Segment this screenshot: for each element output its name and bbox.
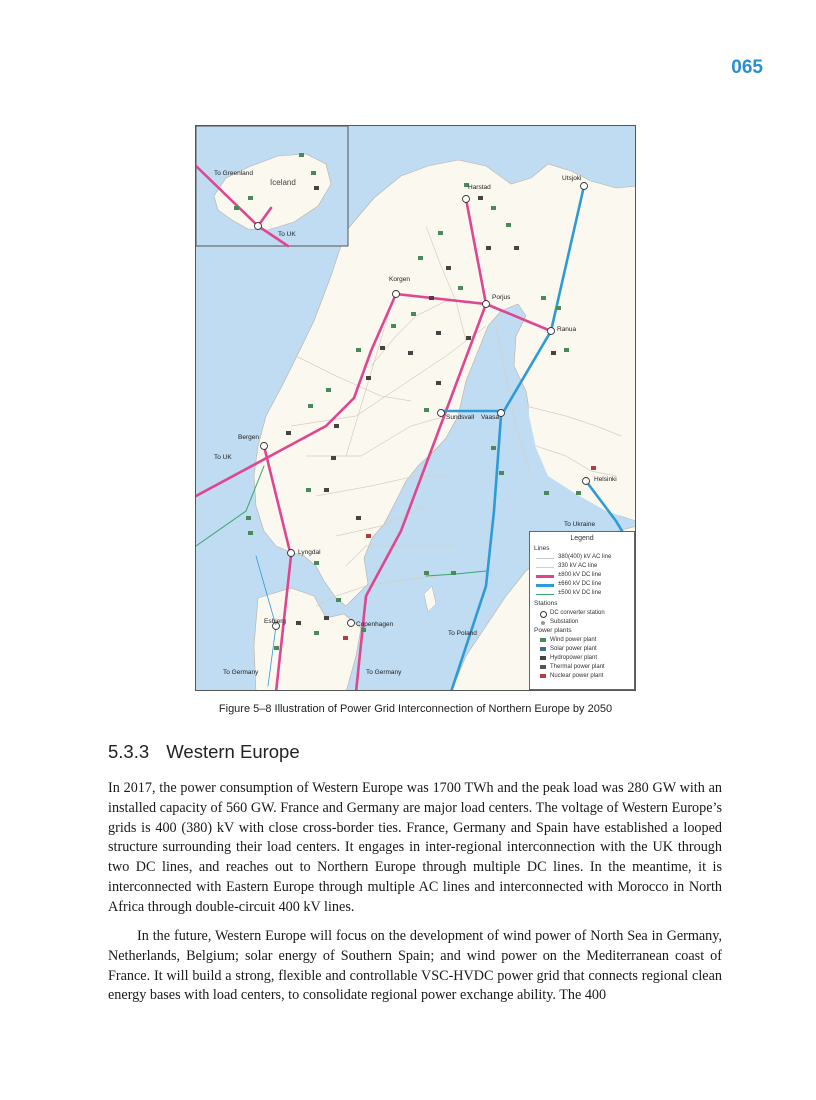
label-helsinki: Helsinki [594,476,617,483]
legend-row [536,581,636,590]
legend-swatch [536,558,554,559]
legend-row [536,572,636,581]
legend-swatch [536,567,554,568]
section-number: 5.3.3 [108,741,150,762]
label-to-ukraine: To Ukraine [564,521,596,528]
label-to-greenland: To Greenland [214,170,254,177]
legend-label: Nuclear power plant [550,673,604,679]
station-porjus [483,301,490,308]
legend-stations-heading: Stations [534,600,558,607]
legend-row [536,610,636,619]
station-copenhagen [348,620,355,627]
legend-label: Hydropower plant [550,655,598,661]
label-utsjoki: Utsjoki [562,175,582,182]
legend-row [536,646,636,655]
station-harstad [463,196,470,203]
legend-swatch [536,584,554,587]
body-paragraph: In the future, Western Europe will focus on the development of wind power of North Sea in Germany, Netherlands, Belgium; solar energy of Southern Spain; and wind power on the Mediterranean coast of France. It will build a strong, flexible and controllable VSC-HVDC power grid that connects regional clean energy bases with load centers, to consolidate regional power exchange ability. The 400 [108,928,722,1004]
thermal-plant-icon [540,665,546,669]
legend-label: 380(400) kV AC line [558,554,612,560]
label-to-uk: To UK [214,454,232,461]
map-legend [529,531,635,690]
label-lyngdal: Lyngdal [298,549,321,556]
legend-label: ±660 kV DC line [558,581,602,587]
wind-plant-icon [540,638,546,642]
label-sundsvall: Sundsvall [446,414,475,421]
substation-icon [541,621,545,625]
legend-row [536,637,636,646]
label-to-germany-1: To Germany [223,669,259,676]
body-paragraph: In 2017, the power consumption of Western Europe was 1700 TWh and the peak load was 280 GW with an installed capacity of 560 GW. France and Germany are major load centers. The voltage of Western Europe’s grids is 400 (380) kV with close cross-border ties. France, Germany and Spain have established a looped structure surrounding their load centers. It engages in inter-regional interconnection with the UK through two DC lines, and reaches out to Northern Europe through multiple DC lines. In the meantime, it is interconnected with Eastern Europe through multiple AC lines and interconnected with Morocco in North Africa through double-circuit 400 kV lines. [108,780,722,915]
legend-row [536,673,636,682]
label-iceland: Iceland [270,178,296,187]
station-lyngdal [288,550,295,557]
station-utsjoki [581,183,588,190]
page-number: 065 [731,57,763,78]
legend-swatch [536,575,554,578]
label-ranua: Ranua [557,326,577,333]
power-grid-map [195,125,636,691]
section-title: Western Europe [166,741,300,762]
station-ranua [548,328,555,335]
station-bergen [261,443,268,450]
legend-plants-heading: Power plants [534,627,572,634]
label-to-uk-iceland: To UK [278,231,296,238]
legend-row [536,590,636,599]
hydro-plant-icon [540,656,546,660]
nuclear-plant-icon [540,674,546,678]
legend-row [536,664,636,673]
label-to-poland: To Poland [448,630,477,637]
label-vaasa: Vaasa [481,414,499,421]
label-harstad: Harstad [468,184,491,191]
label-copenhagen: Copenhagen [356,621,394,628]
station-korgen [393,291,400,298]
legend-label: Wind power plant [550,637,597,643]
legend-label: DC converter station [550,610,605,616]
label-korgen: Korgen [389,276,410,283]
legend-row [536,655,636,664]
legend-label: Thermal power plant [550,664,605,670]
legend-row [536,554,636,563]
legend-swatch [536,594,554,595]
legend-label: Substation [550,619,579,625]
label-bergen: Bergen [238,434,259,441]
station-iceland [255,223,262,230]
station-helsinki [583,478,590,485]
legend-label: Solar power plant [550,646,597,652]
legend-lines-heading: Lines [534,545,550,552]
figure-caption: Figure 5–8 Illustration of Power Grid Interconnection of Northern Europe by 2050 [218,703,613,715]
legend-label: ±500 kV DC line [558,590,602,596]
converter-station-icon [540,611,547,618]
legend-label: ±800 kV DC line [558,572,602,578]
solar-plant-icon [540,647,546,651]
label-porjus: Porjus [492,294,511,301]
land-gotland [424,586,436,612]
legend-label: 330 kV AC line [558,563,598,569]
label-esbjerg: Esbjerg [264,618,287,625]
legend-title: Legend [570,535,594,542]
label-to-germany-2: To Germany [366,669,402,676]
legend-row [536,563,636,572]
section-heading [108,741,300,763]
station-sundsvall [438,410,445,417]
